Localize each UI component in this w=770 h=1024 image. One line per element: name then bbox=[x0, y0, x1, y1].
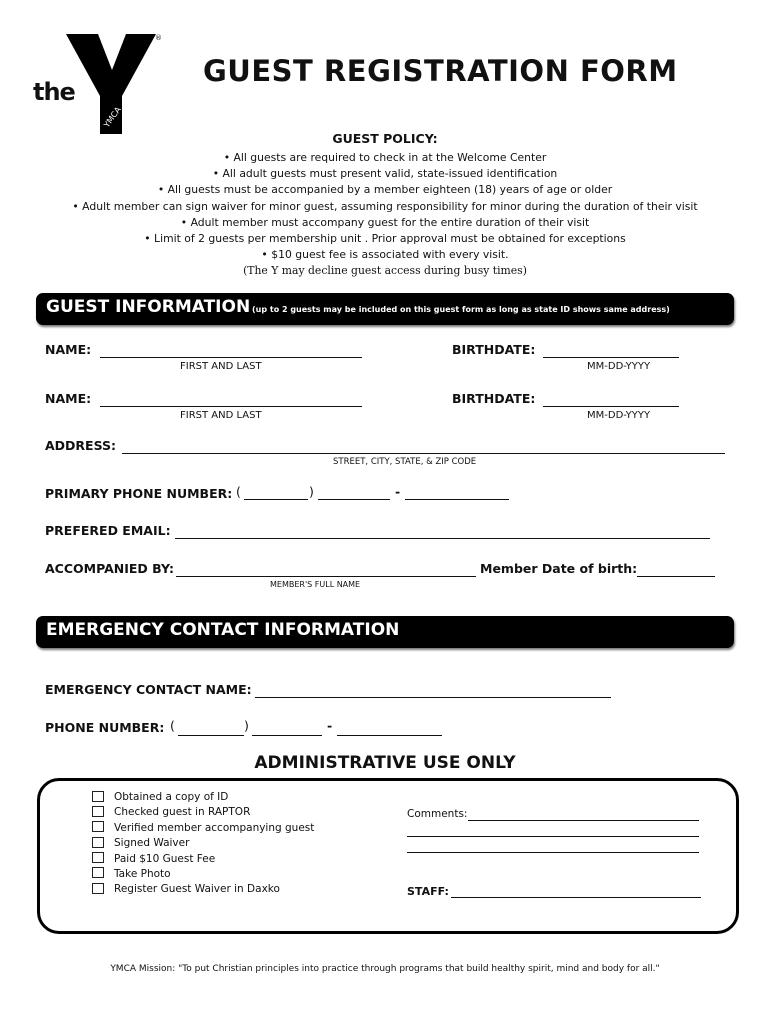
admin-check-item[interactable]: Signed Waiver bbox=[92, 837, 314, 852]
logo-ymca-text: YMCA bbox=[102, 105, 123, 130]
emergency-phone-line[interactable] bbox=[337, 735, 442, 736]
policy-item: • Adult member must accompany guest for the entire duration of their visit bbox=[180, 215, 590, 229]
admin-check-item[interactable]: Checked guest in RAPTOR bbox=[92, 806, 314, 821]
admin-checklist bbox=[92, 791, 314, 899]
birthdate-field-2[interactable] bbox=[543, 406, 679, 407]
guest-info-title: GUEST INFORMATION bbox=[46, 297, 251, 317]
em-phone-dash: - bbox=[327, 718, 333, 733]
emergency-phone-prefix[interactable] bbox=[252, 735, 322, 736]
primary-phone-label: PRIMARY PHONE NUMBER: bbox=[45, 486, 233, 501]
guest-info-header bbox=[36, 293, 734, 325]
name-label-1: NAME: bbox=[45, 342, 92, 357]
accompanied-by-sub: MEMBER'S FULL NAME bbox=[270, 580, 361, 589]
comments-field-3[interactable] bbox=[407, 852, 699, 853]
guest-info-note: (up to 2 guests may be included on this guest form as long as state ID shows same address) bbox=[252, 305, 670, 314]
name-field-2[interactable] bbox=[100, 406, 362, 407]
member-dob-label: Member Date of birth: bbox=[480, 561, 638, 576]
policy-heading: GUEST POLICY: bbox=[332, 131, 438, 146]
admin-check-item[interactable]: Obtained a copy of ID bbox=[92, 791, 314, 806]
em-paren-open: ( bbox=[170, 718, 175, 733]
emergency-name-field[interactable] bbox=[255, 697, 611, 698]
admin-title: ADMINISTRATIVE USE ONLY bbox=[254, 753, 516, 773]
checkbox[interactable] bbox=[92, 837, 104, 848]
admin-check-item[interactable]: Register Guest Waiver in Daxko bbox=[92, 883, 314, 898]
emergency-phone-area-code[interactable] bbox=[178, 735, 244, 736]
primary-phone-line[interactable] bbox=[405, 499, 509, 500]
phone-dash: - bbox=[395, 484, 401, 499]
checkbox[interactable] bbox=[92, 821, 104, 832]
emergency-title: EMERGENCY CONTACT INFORMATION bbox=[46, 620, 400, 640]
emergency-phone-label: PHONE NUMBER: bbox=[45, 720, 165, 735]
primary-phone-prefix[interactable] bbox=[318, 499, 390, 500]
phone-paren-close: ) bbox=[309, 484, 314, 499]
emergency-name-label: EMERGENCY CONTACT NAME: bbox=[45, 682, 252, 697]
registered-mark: ® bbox=[155, 34, 162, 42]
admin-check-item[interactable]: Verified member accompanying guest bbox=[92, 822, 314, 837]
admin-check-item[interactable]: Take Photo bbox=[92, 868, 314, 883]
checkbox[interactable] bbox=[92, 867, 104, 878]
admin-check-item[interactable]: Paid $10 Guest Fee bbox=[92, 853, 314, 868]
staff-field[interactable] bbox=[451, 897, 701, 898]
name-sub-2: FIRST AND LAST bbox=[180, 410, 262, 421]
name-field-1[interactable] bbox=[100, 357, 362, 358]
comments-label: Comments: bbox=[407, 808, 468, 820]
address-field[interactable] bbox=[122, 453, 725, 454]
policy-item: • Limit of 2 guests per membership unit . Prior approval must be obtained for exceptions bbox=[144, 232, 626, 246]
em-paren-close: ) bbox=[244, 718, 249, 733]
policy-item: • Adult member can sign waiver for minor guest, assuming responsibility for minor during the duration of their visit bbox=[72, 199, 698, 213]
email-label: PREFERED EMAIL: bbox=[45, 523, 171, 538]
name-label-2: NAME: bbox=[45, 391, 92, 406]
checkbox[interactable] bbox=[92, 852, 104, 863]
emergency-header bbox=[36, 616, 734, 648]
policy-item: • $10 guest fee is associated with every visit. bbox=[261, 248, 509, 262]
checkbox[interactable] bbox=[92, 806, 104, 817]
checkbox[interactable] bbox=[92, 791, 104, 802]
ymca-logo bbox=[64, 30, 158, 136]
form-title: GUEST REGISTRATION FORM bbox=[203, 54, 678, 88]
birthdate-sub-1: MM-DD-YYYY bbox=[587, 361, 651, 372]
policy-list bbox=[0, 150, 770, 280]
comments-field-2[interactable] bbox=[407, 836, 699, 837]
checkbox[interactable] bbox=[92, 883, 104, 894]
accompanied-by-field[interactable] bbox=[176, 576, 476, 577]
birthdate-field-1[interactable] bbox=[543, 357, 679, 358]
member-dob-field[interactable] bbox=[637, 576, 715, 577]
phone-paren-open: ( bbox=[236, 484, 241, 499]
policy-item: • All guests are required to check in at the Welcome Center bbox=[223, 151, 547, 164]
comments-field-1[interactable] bbox=[468, 820, 699, 821]
mission-statement: YMCA Mission: "To put Christian principles into practice through programs that build healthy spirit, mind and body for all." bbox=[110, 964, 660, 974]
policy-note: (The Y may decline guest access during busy times) bbox=[243, 264, 527, 278]
address-sub: STREET, CITY, STATE, & ZIP CODE bbox=[333, 457, 477, 467]
policy-item: • All adult guests must present valid, state-issued identification bbox=[212, 167, 558, 181]
email-field[interactable] bbox=[175, 538, 710, 539]
birthdate-sub-2: MM-DD-YYYY bbox=[587, 410, 651, 421]
primary-phone-area-code[interactable] bbox=[244, 499, 308, 500]
name-sub-1: FIRST AND LAST bbox=[180, 361, 262, 372]
staff-label: STAFF: bbox=[407, 885, 449, 898]
address-label: ADDRESS: bbox=[45, 438, 117, 453]
birthdate-label-1: BIRTHDATE: bbox=[452, 342, 536, 357]
policy-item: • All guests must be accompanied by a member eighteen (18) years of age or older bbox=[157, 183, 613, 197]
birthdate-label-2: BIRTHDATE: bbox=[452, 391, 536, 406]
logo-the-text: the bbox=[33, 78, 75, 106]
accompanied-by-label: ACCOMPANIED BY: bbox=[45, 561, 174, 576]
